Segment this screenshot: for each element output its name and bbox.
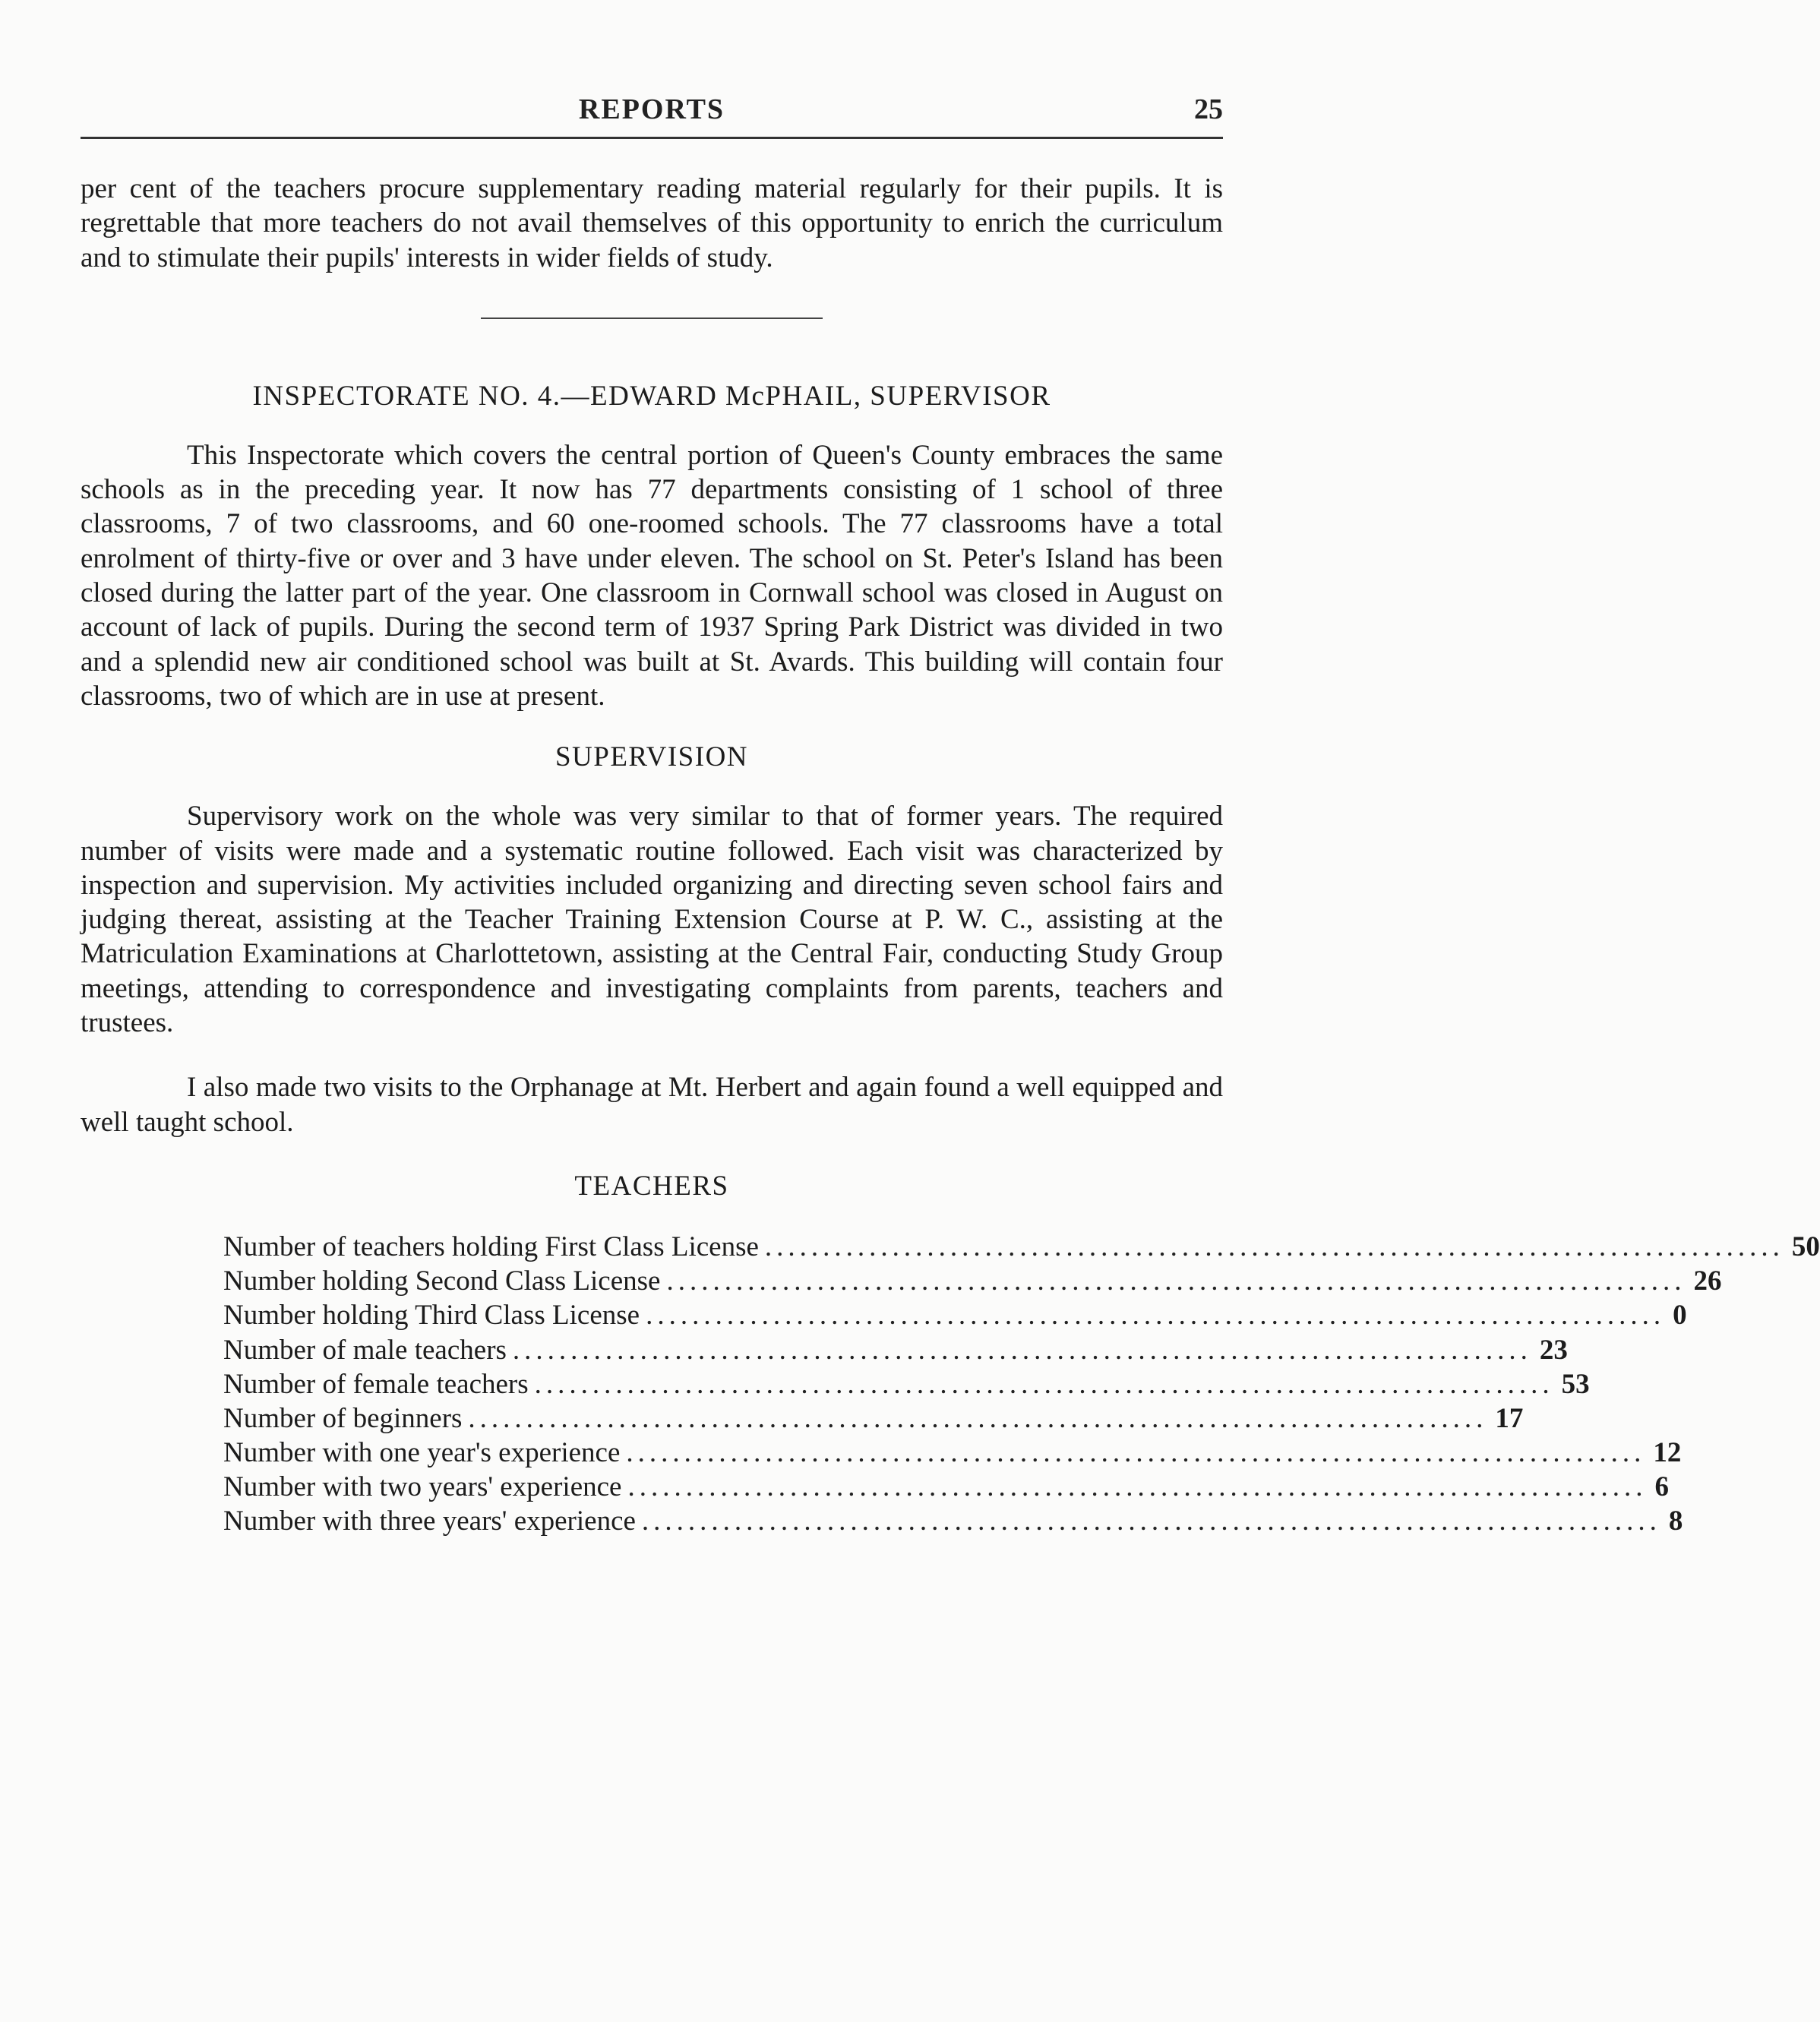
stat-value: 23 — [1539, 1334, 1568, 1366]
document-page — [81, 90, 1820, 1539]
body-text — [81, 172, 1820, 1539]
stat-label: Number of male teachers — [223, 1334, 507, 1366]
dot-leader: ........................................................................................ — [627, 1471, 1648, 1503]
stat-label: Number of beginners — [223, 1402, 463, 1434]
stat-value: 17 — [1495, 1402, 1524, 1434]
dot-leader: ........................................................................................ — [646, 1300, 1666, 1332]
running-header — [81, 90, 1223, 135]
stat-value: 50 — [1791, 1231, 1820, 1262]
stat-label: Number holding Second Class License — [223, 1265, 661, 1297]
orphanage-paragraph: I also made two visits to the Orphanage at Mt. Herbert and again found a well equipped and well taught school. — [81, 1072, 1223, 1138]
inspectorate-paragraph: This Inspectorate which covers the central portion of Queen's County embraces the same schools as in the preceding year. It now has 77 departments consisting of 1 school of three classrooms, 7 of two classrooms, and 60 one-roomed schools. The 77 classrooms have a total enrolment of thirty-five or over and 3 have under eleven. The school on St. Peter's Island has been closed during the latter part of the year. One classroom in Cornwall school was closed in August on account of lack of pupils. During the second term of 1937 Spring Park District was divided in two and a splendid new air conditioned school was built at St. Avards. This building will contain four classrooms, two of which are in use at present. — [81, 439, 1223, 712]
dot-leader: ........................................................................................ — [534, 1368, 1554, 1400]
stat-value: 0 — [1673, 1300, 1687, 1332]
dot-leader: ........................................................................................ — [468, 1402, 1488, 1434]
dot-leader: ........................................................................................ — [764, 1231, 1784, 1262]
dot-leader: ........................................................................................ — [641, 1505, 1661, 1537]
stat-label: Number of female teachers — [223, 1368, 529, 1400]
teachers-heading: TEACHERS — [574, 1170, 729, 1202]
teachers-statistics-table — [223, 1230, 1820, 1539]
table-row — [223, 1230, 1820, 1264]
stat-label: Number with two years' experience — [223, 1471, 622, 1503]
stat-label: Number holding Third Class License — [223, 1300, 640, 1332]
section-divider — [481, 318, 823, 319]
dot-leader: ........................................................................................ — [512, 1334, 1532, 1366]
stat-value: 8 — [1668, 1505, 1683, 1537]
table-row — [223, 1401, 1524, 1436]
header-rule — [81, 137, 1223, 139]
inspectorate-heading: INSPECTORATE NO. 4.—EDWARD McPHAIL, SUPERVISOR — [252, 380, 1051, 412]
table-row — [223, 1264, 1722, 1298]
table-row — [223, 1333, 1568, 1367]
supervision-heading: SUPERVISION — [555, 741, 749, 773]
supervision-paragraph: Supervisory work on the whole was very similar to that of former years. The required number of visits were made and a systematic routine followed. Each visit was characterized by inspection and supervision. My activities included organizing and directing seven school fairs and judging thereat, assisting at the Teacher Training Extension Course at P. W. C., assisting at the Matriculation Examinations at Charlottetown, assisting at the Central Fair, conducting Study Group meetings, attending to correspondence and investigating complaints from parents, teachers and trustees. — [81, 801, 1223, 1039]
table-row — [223, 1298, 1687, 1332]
dot-leader: ........................................................................................ — [666, 1265, 1686, 1297]
table-row — [223, 1436, 1682, 1470]
dot-leader: ........................................................................................ — [626, 1437, 1646, 1469]
page-number: 25 — [1194, 93, 1223, 125]
intro-paragraph: per cent of the teachers procure supplementary reading material regularly for their pupils. It is regrettable that more teachers do not avail themselves of this opportunity to enrich the curriculum and to stimulate their pupils' interests in wider fields of study. — [81, 173, 1223, 273]
running-title: REPORTS — [578, 93, 725, 125]
table-row — [223, 1367, 1590, 1401]
stat-value: 26 — [1693, 1265, 1722, 1297]
stat-value: 53 — [1561, 1368, 1590, 1400]
stat-value: 12 — [1653, 1437, 1682, 1469]
stat-value: 6 — [1654, 1471, 1669, 1503]
stat-label: Number with three years' experience — [223, 1505, 636, 1537]
table-row — [223, 1504, 1683, 1538]
stat-label: Number of teachers holding First Class License — [223, 1231, 759, 1262]
table-row — [223, 1470, 1669, 1504]
stat-label: Number with one year's experience — [223, 1437, 621, 1469]
